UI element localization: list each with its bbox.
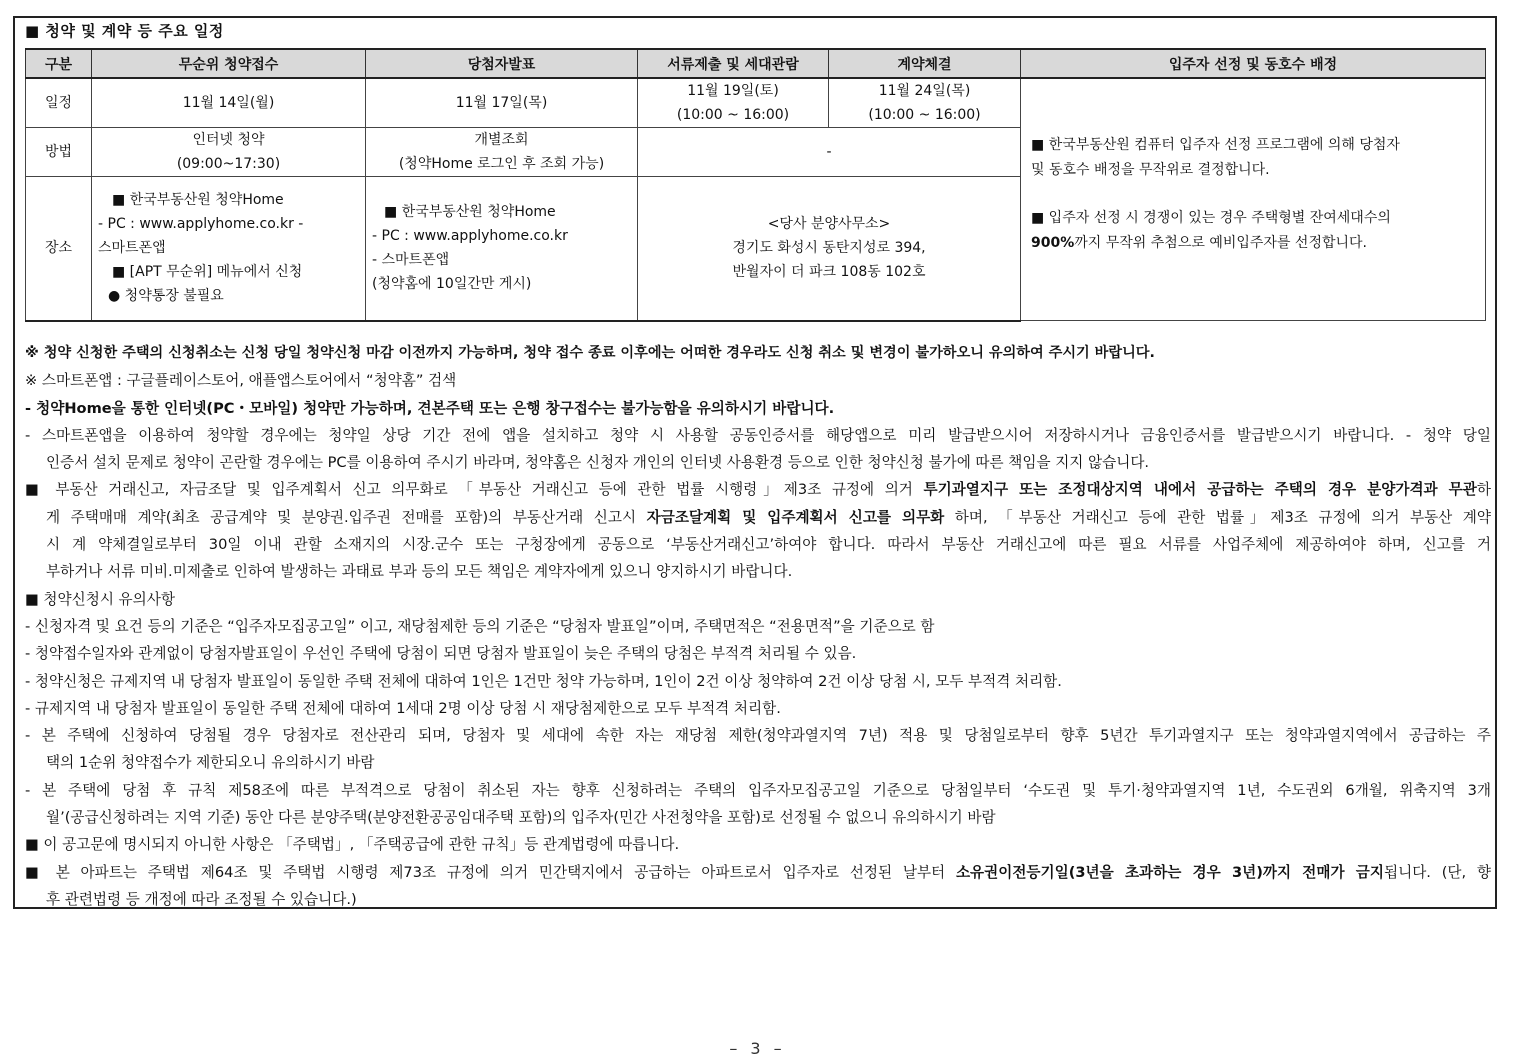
row-label-method: 방법 [26,128,92,177]
method-winner-2: (청약Home 로그인 후 조회 가능) [398,156,605,172]
note-caution-ineligible-2: 월’(공급신청하려는 지역 기준) 동안 다른 분양주택(분양전환공공임대주택 포함)의 입주자(민간 사전청약을 포함)로 선정될 수 없으니 유의하시기 바람 [46,809,996,827]
selection-note [1021,78,1486,321]
place-documents [638,177,1021,321]
place-winner [366,177,638,321]
note-certificate-1: - 스마트폰앱을 이용하여 청약할 경우에는 청약일 상당 기간 전에 앱을 설치하고 청약 시 사용할 공동인증서를 해당앱으로 미리 발급받으시어 저장하시거나 금융인증서를 발급받으시기 바랍니다. - 청약 당일 [25,426,1491,444]
method-application-1: 인터넷 청약 [192,132,265,148]
header-documents: 서류제출 및 세대관람 [638,49,829,78]
place-application-line: 스마트폰앱 [98,240,166,257]
method-application [92,128,366,177]
note-text: ■ 부동산 거래신고, 자금조달 및 입주계획서 신고 의무화로 「부동산 거래신고 등에 관한 법률 시행령」제3조 규정에 의거 [25,481,924,499]
place-winner-line: (청약홈에 10일간만 게시) [372,276,532,293]
note-caution-one-per-person: - 청약신청은 규제지역 내 당첨자 발표일이 동일한 주택 전체에 대하여 1인은 1건만 청약 가능하며, 1인이 2건 이상 청약하여 2건 이상 당첨 시, 모두 부적격 처리함. [25,672,1062,690]
note-text: ■ 본 아파트는 주택법 제64조 및 주택법 시행령 제73조 규정에 의거 민간택지에서 공급하는 아파트로서 입주자로 선정된 날부터 [25,863,956,881]
date-contract-day: 11월 24일(목) [878,83,971,99]
date-application: 11월 14일(월) [92,78,366,128]
note-cancellation: ※ 청약 신청한 주택의 신청취소는 신청 당일 청약신청 마감 이전까지 가능하며, 청약 접수 종료 이후에는 어떠한 경우라도 신청 취소 및 변경이 불가하오니 유의하여 주시기 바랍니다. [25,345,1155,361]
section-title: ■ 청약 및 계약 등 주요 일정 [25,22,224,40]
place-documents-line: 반월자이 더 파크 108동 102호 [732,264,926,281]
note-transaction-report-4: 부하거나 서류 미비.미제출로 인하여 발생하는 과태료 부과 등의 모든 책임은 계약자에게 있으니 양지하시기 바랍니다. [46,563,793,581]
header-application: 무순위 청약접수 [92,49,366,78]
note-text: 하며, 「부동산 거래신고 등에 관한 법률」제3조 규정에 의거 부동산 계약 [944,508,1491,526]
method-application-2: (09:00~17:30) [176,156,281,172]
row-label-place: 장소 [26,177,92,321]
date-documents-time: (10:00 ~ 16:00) [676,107,790,123]
selection-note-1b: 및 동호수 배정을 무작위로 결정합니다. [1031,162,1270,178]
note-transaction-report-2 [25,504,1491,531]
header-winner: 당첨자발표 [366,49,638,78]
date-contract-time: (10:00 ~ 16:00) [868,107,981,123]
note-caution-household: - 규제지역 내 당첨자 발표일이 동일한 주택 전체에 대하여 1세대 2명 이상 당첨 시 재당첨제한으로 모두 부적격 처리함. [25,699,781,717]
place-documents-line: <당사 분양사무소> [767,216,891,233]
place-application-line: - PC : www.applyhome.co.kr - [98,216,304,233]
selection-note-2a: ■ 입주자 선정 시 경쟁이 있는 경우 주택형별 잔여세대수의 [1031,210,1391,226]
selection-note-1 [1031,133,1475,183]
schedule-row-date [26,78,1486,128]
header-contract: 계약체결 [829,49,1021,78]
note-transaction-report-1 [25,476,1491,503]
note-internet-only: - 청약Home을 통한 인터넷(PC・모바일) 청약만 가능하며, 견본주택 또는 은행 창구접수는 불가능함을 유의하시기 바랍니다. [25,399,835,417]
note-text: 됩니다. (단, 향 [1384,863,1491,881]
place-application [92,177,366,321]
date-documents-day: 11월 19일(토) [687,83,779,99]
schedule-table [25,48,1486,322]
date-documents [638,78,829,128]
note-resale-ban-1 [25,859,1491,886]
note-caution-priority: - 청약접수일자와 관계없이 당첨자발표일이 우선인 주택에 당첨이 되면 당첨자 발표일이 늦은 주택의 당첨은 부적격 처리될 수 있음. [25,645,857,663]
place-application-line: ● 청약통장 불필요 [108,288,224,305]
note-smartphone-app: ※ 스마트폰앱 : 구글플레이스토어, 애플앱스토어에서 “청약홈” 검색 [25,372,457,390]
note-caution-ineligible-1: - 본 주택에 당첨 후 규칙 제58조에 따른 부적격으로 당첨이 취소된 자는 향후 신청하려는 주택의 입주자모집공고일 기준으로 당첨일부터 ‘수도권 및 투기·청약과열지역 1년, 수도권외 6개월, 위축지역 3개 [25,781,1491,799]
place-application-line: ■ [APT 무순위] 메뉴에서 신청 [112,264,303,281]
note-resale-ban-2: 후 관련법령 등 개정에 따라 조정될 수 있습니다.) [46,890,357,908]
note-bold-text: 소유권이전등기일(3년을 초과하는 경우 3년)까지 전매가 금지 [955,863,1384,881]
notice-frame [13,16,1497,909]
note-transaction-report-3: 시 계 약체결일로부터 30일 이내 관할 소재지의 시장.군수 또는 구청장에게 공동으로 ‘부동산거래신고’하여야 합니다. 따라서 부동산 거래신고에 따른 필요 서류를 사업주체에 제공하여야 하며, 신고를 거 [46,536,1491,554]
note-caution-reapply-1: - 본 주택에 신청하여 당첨될 경우 당첨자로 전산관리 되며, 당첨자 및 세대에 속한 자는 재당첨 제한(청약과열지역 7년) 적용 및 당첨일로부터 향후 5년간 투기과열지구 또는 청약과열지역에서 공급하는 주 [25,727,1491,745]
notes-section [25,340,1491,913]
place-winner-line: ■ 한국부동산원 청약Home [384,204,556,221]
page-number: – 3 – [729,1039,786,1058]
note-related-laws: ■ 이 공고문에 명시되지 아니한 사항은 「주택법」, 「주택공급에 관한 규칙」등 관계법령에 따릅니다. [25,836,680,854]
selection-note-1a: ■ 한국부동산원 컴퓨터 입주자 선정 프로그램에 의해 당첨자 [1031,137,1400,153]
selection-note-2b-bold: 900% [1031,235,1075,251]
note-caution-reapply-2: 택의 1순위 청약접수가 제한되오니 유의하시기 바람 [46,754,375,772]
row-label-date: 일정 [26,78,92,128]
date-winner: 11월 17일(목) [366,78,638,128]
schedule-header-row [26,49,1486,78]
place-documents-line: 경기도 화성시 동탄지성로 394, [732,240,926,257]
place-winner-line: - 스마트폰앱 [372,252,450,269]
note-certificate-2: 인증서 설치 문제로 청약이 곤란할 경우에는 PC를 이용하여 주시기 바라며, 청약홈은 신청자 개인의 인터넷 사용환경 등으로 인한 청약신청 불가에 따른 책임을 지지 않습니다. [46,454,1150,472]
note-text: 하 [1476,481,1491,499]
note-caution-criteria: - 신청자격 및 요건 등의 기준은 “입주자모집공고일” 이고, 재당첨제한 등의 기준은 “당첨자 발표일”이며, 주택면적은 “전용면적”을 기준으로 함 [25,617,935,635]
note-text: 게 주택매매 계약(최초 공급계약 및 분양권.입주권 전매를 포함)의 부동산거래 신고시 [46,508,647,526]
selection-note-2b [1031,231,1475,256]
method-winner [366,128,638,177]
note-caution-title: ■ 청약신청시 유의사항 [25,590,175,608]
header-selection: 입주자 선정 및 동호수 배정 [1021,49,1486,78]
place-application-line: ■ 한국부동산원 청약Home [112,192,284,209]
selection-note-2 [1031,206,1475,256]
method-winner-1: 개별조회 [474,132,529,148]
method-documents: - [638,128,1021,177]
header-category: 구분 [26,49,92,78]
note-bold-text: 투기과열지구 또는 조정대상지역 내에서 공급하는 주택의 경우 분양가격과 무관 [923,481,1477,499]
selection-note-2b-rest: 까지 무작위 추첨으로 예비입주자를 선정합니다. [1074,235,1367,251]
note-bold-text: 자금조달계획 및 입주계획서 신고를 의무화 [646,508,945,526]
place-winner-line: - PC : www.applyhome.co.kr [372,228,568,245]
date-contract [829,78,1021,128]
